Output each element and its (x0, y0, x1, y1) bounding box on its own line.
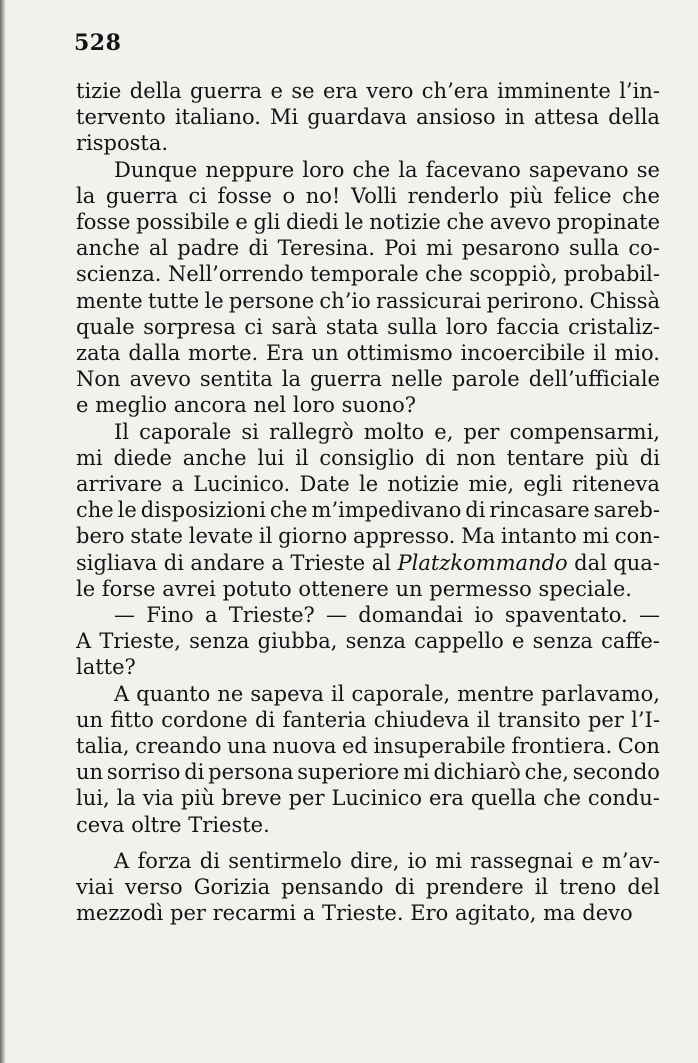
word: mio. (614, 341, 660, 366)
word: che (543, 786, 581, 811)
word: italiano. (174, 105, 261, 130)
word: Ma (461, 524, 496, 549)
word: qua- (613, 550, 660, 575)
word: pesarono (461, 236, 560, 261)
word: di (163, 550, 184, 575)
word: io (474, 603, 494, 628)
word: loro (445, 314, 488, 339)
text-line (76, 288, 660, 314)
word: rallegrò (269, 419, 354, 444)
word: le (344, 210, 364, 235)
word: più (509, 183, 544, 208)
word: Trieste. (188, 812, 270, 837)
word: tentare (506, 445, 585, 470)
word: guerra (105, 183, 178, 208)
word: m’av- (601, 848, 660, 873)
word: secondo (572, 760, 660, 785)
word: senza (189, 629, 250, 654)
word: verso (124, 875, 183, 900)
text-line (76, 157, 660, 183)
word: che (425, 262, 463, 287)
word: Con (617, 734, 660, 759)
word: mezzodì (76, 901, 164, 926)
word: lui, (76, 786, 110, 811)
word: domandai (358, 603, 463, 628)
word: ansioso (416, 105, 496, 130)
word: Teresina. (277, 236, 376, 261)
word: della (129, 79, 182, 103)
text-line (76, 314, 660, 340)
word: era (428, 786, 464, 811)
word: state (130, 524, 183, 549)
word: di (465, 498, 486, 523)
word: intanto (500, 524, 577, 549)
word: le (359, 472, 379, 497)
word: avevo (129, 367, 191, 392)
word: che (352, 157, 391, 182)
word: per (463, 419, 500, 444)
word: ne (217, 681, 244, 706)
word: al (371, 550, 391, 575)
word: che (76, 498, 114, 523)
word: oltre (131, 812, 182, 837)
word: che (446, 210, 485, 235)
text-line (76, 848, 660, 874)
word: sentirmelo (228, 848, 342, 873)
word: l’in- (619, 79, 660, 103)
page-number: 528 (74, 30, 122, 56)
word: per (587, 707, 624, 732)
word: mi (435, 848, 462, 873)
word: viai (76, 875, 114, 900)
text-line (76, 628, 660, 654)
word: compensarmi, (509, 419, 660, 444)
word: e (581, 848, 594, 873)
word: ma (543, 901, 576, 926)
text-line (76, 785, 660, 811)
text-line (76, 445, 660, 471)
text-line (76, 550, 660, 576)
word: incoercibile (460, 341, 586, 366)
word: al (148, 236, 169, 261)
word: più (180, 786, 215, 811)
word: latte? (76, 655, 136, 680)
word: sulla (387, 314, 438, 339)
word: mi (76, 445, 103, 470)
body-text (76, 78, 660, 927)
text-line (76, 471, 660, 497)
word: ancora (173, 393, 247, 418)
text-line (76, 654, 660, 680)
word: notizie (369, 210, 441, 235)
word: Trieste, (99, 629, 181, 654)
word: Mi (269, 105, 299, 130)
word: caporale, (351, 681, 451, 706)
word: frontiera. (511, 734, 613, 759)
word: di (639, 445, 660, 470)
word: pensando (281, 875, 384, 900)
word: il (330, 681, 345, 706)
text-line (76, 340, 660, 366)
word: disposizioni (140, 498, 266, 523)
word: senza (532, 629, 593, 654)
word: consiglio (319, 445, 415, 470)
word: stata (325, 314, 379, 339)
word: fosse (76, 210, 131, 235)
text-line (76, 366, 660, 392)
word: Date (299, 472, 350, 497)
word: temporale (310, 262, 419, 287)
word: senza (345, 629, 406, 654)
word: nuova (272, 734, 337, 759)
word: del (627, 875, 660, 900)
text-line (76, 235, 660, 261)
word: e, (434, 419, 454, 444)
word: renderlo (407, 183, 499, 208)
word: Trieste? (228, 603, 315, 628)
word: quella (470, 786, 537, 811)
word: in (504, 105, 525, 130)
word: fosse (217, 183, 272, 208)
word: e (76, 393, 89, 418)
text-line (76, 183, 660, 209)
word: e (270, 79, 283, 103)
word: breve (221, 786, 282, 811)
word: fitto (110, 707, 154, 732)
word: più (595, 445, 629, 470)
word: era (322, 79, 358, 103)
text-line (76, 602, 660, 628)
word: condu- (587, 786, 660, 811)
word: caffe- (601, 629, 660, 654)
word: per (170, 901, 206, 926)
word: quanto (136, 681, 211, 706)
word: nelle (391, 367, 443, 392)
word: cappello (414, 629, 504, 654)
word: rassicurai (375, 288, 482, 313)
word: sapevano (528, 157, 629, 182)
text-line (76, 130, 660, 156)
word: notizie (387, 472, 460, 497)
word: la (281, 367, 302, 392)
word: Lucinico. (193, 472, 291, 497)
word: dal (574, 550, 607, 575)
word: no! (305, 183, 341, 208)
word: rincasare (489, 498, 590, 523)
word: andare (190, 550, 265, 575)
word: il (258, 524, 273, 549)
word: di (248, 236, 269, 261)
word: faccia (496, 314, 560, 339)
word: morte. (188, 341, 259, 366)
word: sorriso (106, 760, 181, 785)
text-line (76, 681, 660, 707)
word: a (204, 603, 218, 628)
word: Dunque (114, 157, 198, 182)
word: lui (257, 445, 285, 470)
word: di (394, 875, 415, 900)
word: devo (582, 901, 633, 926)
word: o (282, 183, 296, 208)
word: ch’io (319, 288, 371, 313)
word: sigliava (76, 550, 158, 575)
word: padre (177, 236, 240, 261)
word: Poi (384, 236, 417, 261)
text-line (76, 497, 660, 523)
word: di (199, 848, 220, 873)
word: che, (524, 760, 569, 785)
word: potuto (222, 576, 292, 601)
word: e (235, 210, 248, 235)
text-line (76, 900, 660, 926)
word: mi (426, 236, 453, 261)
word: la (398, 157, 418, 182)
text-line (76, 707, 660, 733)
word: che (622, 183, 660, 208)
word: se (291, 79, 315, 103)
word: a (302, 901, 316, 926)
word: loro (302, 157, 345, 182)
word: mi (582, 524, 610, 549)
word: un (311, 341, 339, 366)
word: perirono. (486, 288, 585, 313)
word: via (142, 786, 174, 811)
word: Era (265, 341, 304, 366)
word: il (295, 445, 309, 470)
word: le (117, 498, 137, 523)
word: sorpresa (143, 314, 236, 339)
word: attesa (533, 105, 600, 130)
text-line (76, 576, 660, 602)
word: suono? (341, 393, 416, 418)
word: guerra (310, 367, 383, 392)
word: tizie (76, 79, 122, 103)
word: una (227, 734, 267, 759)
word: propinate (556, 210, 660, 235)
word: quale (76, 314, 135, 339)
word: felice (553, 183, 612, 208)
word: avevo (489, 210, 552, 235)
word: la (76, 183, 96, 208)
word: talia, (76, 734, 130, 759)
word: Fino (146, 603, 194, 628)
word: vero (366, 79, 414, 103)
text-line (76, 523, 660, 549)
word: per (288, 786, 325, 811)
word: Trieste (290, 550, 366, 575)
word: con- (614, 524, 660, 549)
word: il (593, 341, 607, 366)
word: tutte (147, 288, 200, 313)
word: cordone (161, 707, 248, 732)
word: creando (135, 734, 222, 759)
word: dire, (350, 848, 400, 873)
word: A (114, 681, 130, 706)
word: dalla (128, 341, 181, 366)
word: cristaliz- (568, 314, 660, 339)
word: le (76, 576, 96, 601)
word: Chissà (589, 288, 660, 313)
word: gli (253, 210, 281, 235)
word: scienza. (76, 262, 162, 287)
word: di (254, 707, 276, 732)
paragraph-gap (76, 838, 660, 848)
word: mentre (457, 681, 535, 706)
binding-shadow (0, 0, 6, 1063)
word: arrivare (76, 472, 163, 497)
word: mente (76, 288, 143, 313)
word: forse (101, 576, 156, 601)
word: ed (341, 734, 368, 759)
word: Volli (350, 183, 397, 208)
word: Trieste. (322, 901, 404, 926)
word: sapeva (250, 681, 324, 706)
word: un (395, 576, 423, 601)
word: forza (137, 848, 192, 873)
word: un (76, 707, 104, 732)
word: probabil- (563, 262, 660, 287)
word: della (608, 105, 660, 130)
word: avrei (162, 576, 216, 601)
word: riteneva (571, 472, 660, 497)
word: fanteria (282, 707, 367, 732)
word: non (456, 445, 496, 470)
word: mi (403, 760, 430, 785)
word: bero (76, 524, 125, 549)
word: ci (244, 314, 263, 339)
word: sulla (568, 236, 620, 261)
text-line (76, 78, 660, 104)
word: diedi (286, 210, 339, 235)
word: di (184, 760, 205, 785)
word: a (171, 472, 184, 497)
word: sareb- (593, 498, 660, 523)
word: Nell’orrendo (167, 262, 304, 287)
text-line (76, 209, 660, 235)
word: A (76, 629, 92, 654)
word: egli (523, 472, 563, 497)
word: ceva (76, 812, 125, 837)
word: neppure (205, 157, 295, 182)
word: scoppiò, (469, 262, 558, 287)
text-line (76, 759, 660, 785)
word: zata (76, 341, 121, 366)
word: il (476, 707, 491, 732)
word: io (407, 848, 428, 873)
text-line (76, 733, 660, 759)
word: anche (182, 445, 247, 470)
word: l’I- (631, 707, 660, 732)
word: ch’era (421, 79, 489, 103)
word: sarà (271, 314, 318, 339)
word: il (534, 875, 549, 900)
word: ci (188, 183, 207, 208)
word: anche (76, 236, 140, 261)
word: dell’ufficiale (528, 367, 660, 392)
word: Non (76, 367, 121, 392)
word: agitato, (455, 901, 537, 926)
word: insuperabile (373, 734, 506, 759)
word: dichiarò (433, 760, 521, 785)
word: meglio (95, 393, 168, 418)
word: un (76, 760, 104, 785)
text-line (76, 874, 660, 900)
word: recarmi (212, 901, 297, 926)
text-line (76, 104, 660, 130)
word: la (116, 786, 136, 811)
text-line (76, 261, 660, 287)
word: — (114, 603, 135, 628)
text-line (76, 812, 660, 838)
word: a (271, 550, 284, 575)
word: loro (292, 393, 335, 418)
word: — (326, 603, 348, 628)
word: risposta. (76, 131, 169, 156)
word: facevano (425, 157, 521, 182)
word: Lucinico (331, 786, 423, 811)
word: persone (228, 288, 315, 313)
word: giubba, (257, 629, 338, 654)
word: persona (208, 760, 294, 785)
word: parole (451, 367, 520, 392)
word: Ero (410, 901, 449, 926)
word: ottenere (298, 576, 389, 601)
word: speciale. (538, 576, 632, 601)
word: appresso. (352, 524, 456, 549)
word: guerra (190, 79, 263, 103)
word: parlavamo, (541, 681, 660, 706)
word: treno (559, 875, 617, 900)
word: permesso (429, 576, 532, 601)
text-line (76, 419, 660, 445)
word: nel (253, 393, 287, 418)
word: transito (497, 707, 581, 732)
word: tervento (76, 105, 166, 130)
word: e (512, 629, 525, 654)
word: Il (114, 419, 130, 444)
word: m’impedivano (311, 498, 462, 523)
word: caporale (139, 419, 232, 444)
word: ottimismo (346, 341, 453, 366)
word: chiudeva (373, 707, 470, 732)
word: rassegnai (470, 848, 573, 873)
word: A (114, 848, 130, 873)
word: che (269, 498, 308, 523)
word: giorno (278, 524, 348, 549)
word: — (638, 603, 660, 628)
word: possibile (136, 210, 230, 235)
word: prendere (425, 875, 524, 900)
word: Gorizia (193, 875, 271, 900)
word: levate (188, 524, 254, 549)
word: guardava (307, 105, 408, 130)
word: si (241, 419, 259, 444)
word: le (204, 288, 224, 313)
word: sentita (199, 367, 273, 392)
word: imminente (497, 79, 611, 103)
word: superiore (297, 760, 400, 785)
word: mie, (468, 472, 515, 497)
word: molto (363, 419, 425, 444)
word: spaventato. (504, 603, 628, 628)
word: co- (628, 236, 660, 261)
text-line (76, 392, 660, 418)
word: se (636, 157, 660, 182)
word: di (425, 445, 446, 470)
word: diede (113, 445, 172, 470)
word: Platzkommando (397, 550, 568, 575)
